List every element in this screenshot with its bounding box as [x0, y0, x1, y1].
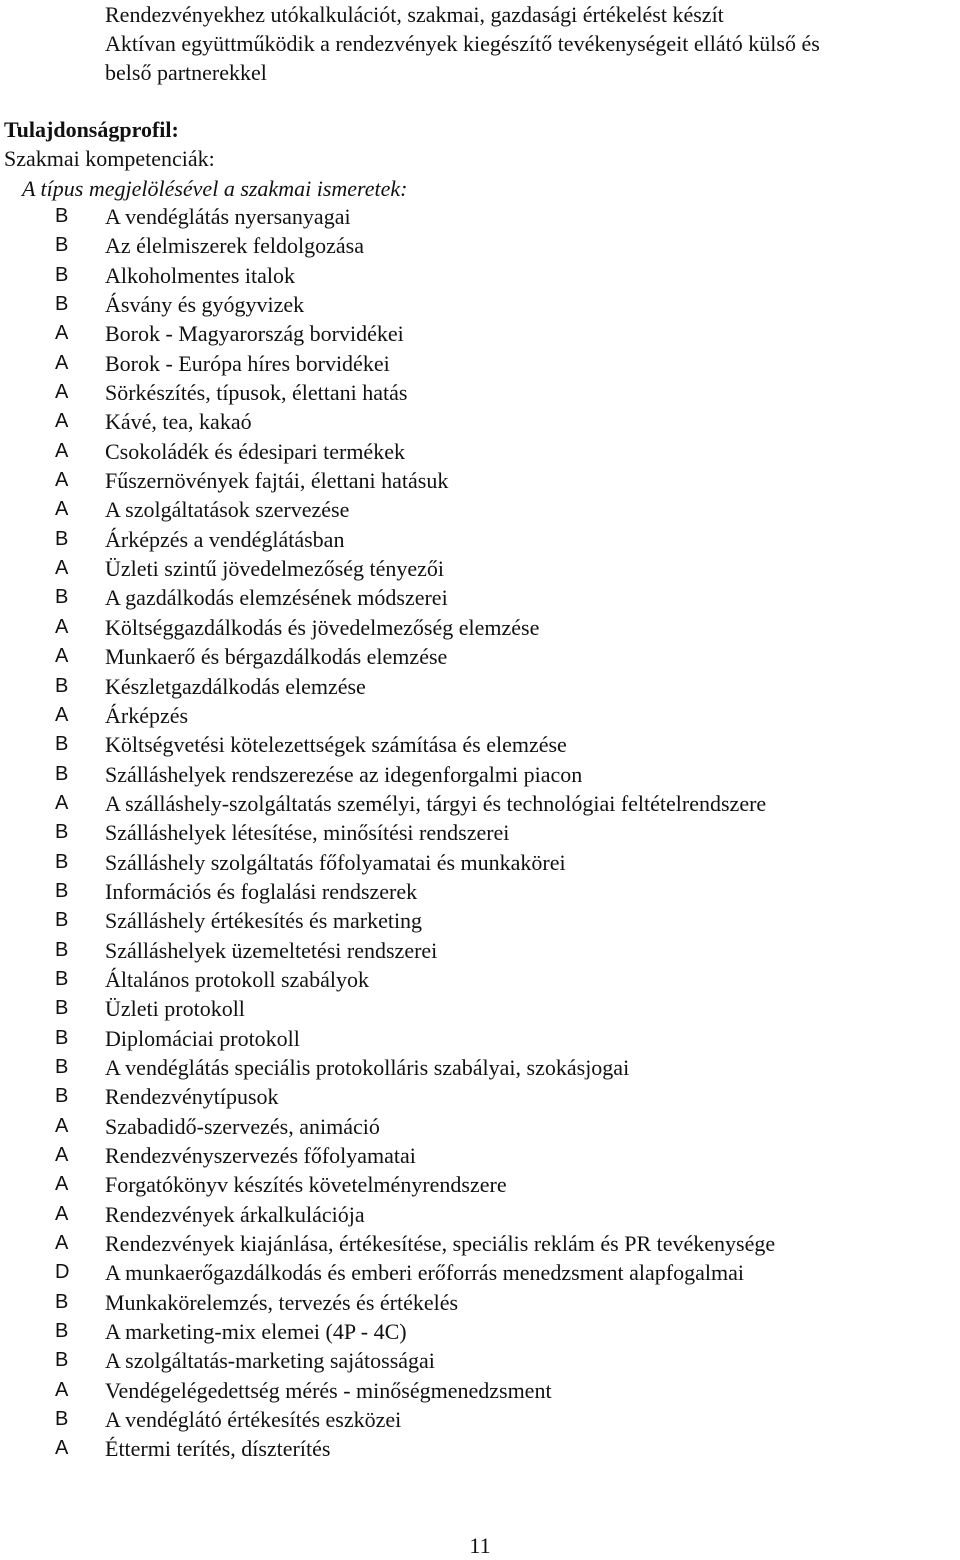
competence-label: Rendezvénytípusok [105, 1084, 279, 1110]
list-item [0, 936, 960, 965]
competence-label: A szálláshely-szolgáltatás személyi, tárgyi és technológiai feltételrendszere [105, 790, 767, 816]
intro-line-1: Rendezvényekhez utókalkulációt, szakmai, gazdasági értékelést készít [105, 2, 724, 27]
competence-type-code: A [55, 645, 69, 668]
competence-type-code: B [55, 205, 69, 227]
competence-type-code: A [55, 1144, 69, 1166]
competence-label: Csokoládék és édesipari termékek [105, 438, 405, 464]
competence-type-code: B [55, 527, 69, 550]
list-item [0, 525, 960, 554]
competence-label: Éttermi terítés, díszterítés [105, 1436, 331, 1462]
competence-label: Az élelmiszerek feldolgozása [105, 233, 364, 259]
competence-type-code: B [55, 1408, 69, 1431]
competence-type-code: B [55, 674, 69, 697]
list-item [0, 583, 960, 612]
competence-label: Alkoholmentes italok [105, 262, 296, 288]
competence-label: Rendezvényszervezés főfolyamatai [105, 1143, 416, 1168]
list-item [0, 1053, 960, 1082]
competence-type-code: A [55, 1114, 69, 1137]
list-item [0, 319, 960, 348]
competence-label: Üzleti protokoll [105, 996, 245, 1022]
list-item [0, 1258, 960, 1287]
competence-type-code: B [55, 997, 69, 1020]
competence-type-code: A [55, 469, 69, 492]
list-item [0, 906, 960, 935]
list-item [0, 349, 960, 378]
competence-type-code: A [55, 410, 69, 433]
competence-type-code: B [55, 1085, 69, 1108]
list-item [0, 965, 960, 994]
list-item [0, 1317, 960, 1346]
competence-label: Forgatókönyv készítés követelményrendszere [105, 1172, 507, 1198]
page-number: 11 [469, 1533, 491, 1558]
competence-label: Szálláshely értékesítés és marketing [105, 908, 423, 934]
competence-type-code: A [55, 381, 69, 404]
competence-label: Munkakörelemzés, tervezés és értékelés [105, 1289, 459, 1315]
list-item [0, 1141, 960, 1170]
list-item [0, 877, 960, 906]
list-item [0, 994, 960, 1023]
competence-type-code: A [55, 703, 69, 726]
competence-type-code: B [55, 1055, 69, 1078]
list-item [0, 1024, 960, 1053]
competence-type-code: B [55, 1349, 69, 1372]
competence-label: Sörkészítés, típusok, élettani hatás [105, 380, 408, 406]
competence-label: Szálláshely szolgáltatás főfolyamatai és munkakörei [105, 849, 566, 875]
list-item [0, 554, 960, 583]
competence-label: Munkaerő és bérgazdálkodás elemzése [105, 644, 448, 670]
competence-label: A marketing-mix elemei (4P - 4C) [105, 1319, 407, 1345]
competence-label: Árképzés a vendéglátásban [105, 526, 345, 552]
competence-type-code: A [55, 615, 69, 638]
list-item [0, 1112, 960, 1141]
competence-heading: Szakmai kompetenciák: [4, 146, 215, 171]
list-item [0, 1405, 960, 1434]
competence-label: Költségvetési kötelezettségek számítása és elemzése [105, 732, 567, 758]
intro-line-2: Aktívan együttműködik a rendezvények kiegészítő tevékenységeit ellátó külső és [105, 31, 820, 56]
list-item [0, 730, 960, 759]
list-item [0, 378, 960, 407]
list-item [0, 466, 960, 495]
competence-label: Szálláshelyek rendszerezése az idegenforgalmi piacon [105, 761, 583, 787]
list-item [0, 290, 960, 319]
list-item [0, 613, 960, 642]
competence-label: Rendezvények kiajánlása, értékesítése, speciális reklám és PR tevékenysége [105, 1231, 776, 1257]
competence-label: Információs és foglalási rendszerek [105, 878, 418, 904]
competence-label: Rendezvények árkalkulációja [105, 1201, 365, 1227]
competence-type-code: A [55, 1232, 69, 1255]
list-item [0, 1082, 960, 1111]
competence-type-code: B [55, 293, 69, 316]
list-item [0, 231, 960, 260]
competence-type-code: A [55, 557, 69, 580]
list-item [0, 848, 960, 877]
list-item [0, 1288, 960, 1317]
competence-label: A munkaerőgazdálkodás és emberi erőforrás menedzsment alapfogalmai [105, 1260, 744, 1286]
list-item [0, 202, 960, 231]
competence-type-code: A [55, 439, 69, 462]
competence-label: A gazdálkodás elemzésének módszerei [105, 585, 448, 611]
profile-heading: Tulajdonságprofil: [4, 117, 179, 142]
competence-type-code: B [55, 1290, 69, 1313]
competence-label: Szabadidő-szervezés, animáció [105, 1113, 380, 1139]
competence-label: Vendégelégedettség mérés - minőségmenedzsment [105, 1377, 552, 1403]
competence-type-code: A [55, 1173, 69, 1196]
competence-type-code: B [55, 938, 69, 961]
competence-type-code: B [55, 879, 69, 902]
competence-label: Ásvány és gyógyvizek [105, 292, 305, 318]
competence-type-code: B [55, 850, 69, 873]
list-item [0, 818, 960, 847]
list-item [0, 1376, 960, 1405]
competence-label: Készletgazdálkodás elemzése [105, 673, 366, 699]
competence-type-code: B [55, 234, 69, 257]
competence-type-code: A [55, 498, 69, 521]
competence-type-code: A [55, 1437, 69, 1460]
competence-label: Borok - Magyarország borvidékei [105, 321, 404, 347]
competence-label: Borok - Európa híres borvidékei [105, 350, 390, 376]
competence-label: Árképzés [105, 702, 189, 728]
list-item [0, 1434, 960, 1463]
competence-label: A vendéglátó értékesítés eszközei [105, 1407, 402, 1433]
competence-type-code: B [55, 967, 69, 990]
competence-type-code: B [55, 263, 69, 286]
list-item [0, 1200, 960, 1229]
list-item [0, 261, 960, 290]
competence-type-code: D [55, 1261, 70, 1284]
intro-line-3: belső partnerekkel [105, 60, 267, 85]
competence-label: Általános protokoll szabályok [105, 966, 369, 992]
competence-type-code: B [55, 762, 69, 785]
competence-label: Költséggazdálkodás és jövedelmezőség elemzése [105, 614, 540, 640]
competence-label: A szolgáltatás-marketing sajátosságai [105, 1348, 435, 1374]
knowledge-heading: A típus megjelölésével a szakmai ismeretek: [22, 176, 408, 201]
competence-type-code: A [55, 322, 69, 345]
competence-type-code: B [55, 733, 69, 756]
list-item [0, 672, 960, 701]
list-item [0, 1346, 960, 1375]
competence-label: Szálláshelyek üzemeltetési rendszerei [105, 937, 438, 963]
competence-type-code: B [55, 1320, 69, 1343]
competence-type-code: B [55, 1026, 69, 1049]
competence-type-code: B [55, 586, 69, 609]
competence-type-code: B [55, 909, 69, 932]
competence-type-code: A [55, 1378, 69, 1401]
competence-type-code: A [55, 1202, 69, 1225]
competence-label: Fűszernövények fajtái, élettani hatásuk [105, 468, 449, 494]
list-item [0, 437, 960, 466]
competence-label: Diplomáciai protokoll [105, 1025, 300, 1051]
list-item [0, 1229, 960, 1258]
competence-type-code: A [55, 351, 69, 374]
list-item [0, 789, 960, 818]
competence-label: A vendéglátás nyersanyagai [105, 204, 351, 229]
competence-label: Kávé, tea, kakaó [105, 409, 252, 435]
competence-label: A vendéglátás speciális protokolláris szabályai, szokásjogai [105, 1054, 630, 1080]
competence-type-code: A [55, 791, 69, 814]
list-item [0, 642, 960, 671]
competence-label: Szálláshelyek létesítése, minősítési rendszerei [105, 820, 510, 846]
competence-list [0, 202, 960, 1464]
list-item [0, 701, 960, 730]
list-item [0, 760, 960, 789]
list-item [0, 407, 960, 436]
list-item [0, 495, 960, 524]
list-item [0, 1170, 960, 1199]
competence-label: A szolgáltatások szervezése [105, 497, 350, 523]
competence-label: Üzleti szintű jövedelmezőség tényezői [105, 556, 445, 582]
competence-type-code: B [55, 821, 69, 844]
